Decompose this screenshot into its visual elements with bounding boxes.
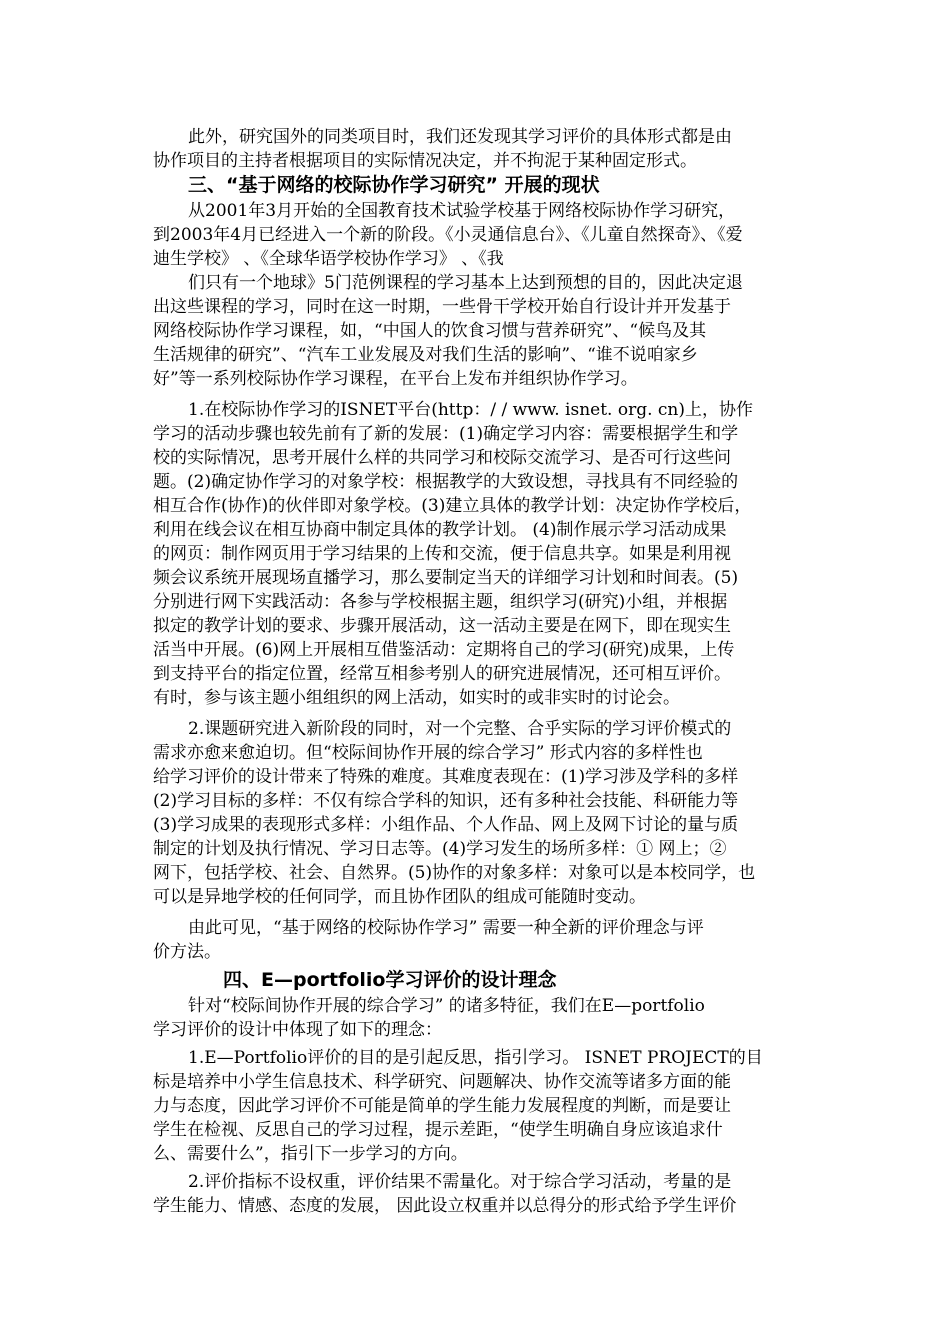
text-line: 协作项目的主持者根据项目的实际情况决定，并不拘泥于某种固定形式。 bbox=[153, 151, 697, 171]
section-heading-4: 四、E—portfolio学习评价的设计理念 bbox=[223, 969, 557, 991]
text-line: 拟定的教学计划的要求、步骤开展活动，这一活动主要是在网下，即在现实生 bbox=[153, 616, 731, 636]
text-line: 利用在线会议在相互协商中制定具体的教学计划。 (4)制作展示学习活动成果 bbox=[153, 520, 727, 540]
text-line: 1.E—Portfolio评价的目的是引起反思，指引学习。 ISNET PROJECT的目 bbox=[188, 1048, 763, 1068]
text-line: 们只有一个地球》5门范例课程的学习基本上达到预想的目的，因此决定退 bbox=[188, 273, 743, 293]
text-line: (2)学习目标的多样：不仅有综合学科的知识，还有多种社会技能、科研能力等 bbox=[153, 791, 739, 811]
text-line: 到2003年4月已经进入一个新的阶段。《小灵通信息台》、《儿童自然探奇》、《爱 bbox=[153, 225, 743, 245]
text-line: 制定的计划及执行情况、学习日志等。(4)学习发生的场所多样：① 网上；② bbox=[153, 839, 727, 859]
text-line: 由此可见，“基于网络的校际协作学习” 需要一种全新的评价理念与评 bbox=[188, 918, 704, 938]
text-line: 出这些课程的学习，同时在这一时期，一些骨干学校开始自行设计并开发基于 bbox=[153, 297, 731, 317]
text-line: 可以是异地学校的任何同学，而且协作团队的组成可能随时变动。 bbox=[153, 887, 646, 907]
text-line: 1.在校际协作学习的ISNET平台(http：/ / www. isnet. org. cn)上，协作 bbox=[188, 400, 754, 420]
text-line: 学生能力、情感、态度的发展， 因此设立权重并以总得分的形式给予学生评价 bbox=[153, 1196, 737, 1216]
text-line: 标是培养中小学生信息技术、科学研究、问题解决、协作交流等诸多方面的能 bbox=[153, 1072, 731, 1092]
text-line: 到支持平台的指定位置，经常互相参考别人的研究进展情况，还可相互评价。 bbox=[153, 664, 731, 684]
text-line: 活当中开展。(6)网上开展相互借鉴活动：定期将自己的学习(研究)成果，上传 bbox=[153, 640, 735, 660]
text-line: 题。(2)确定协作学习的对象学校：根据教学的大致设想，寻找具有不同经验的 bbox=[153, 472, 739, 492]
text-line: 针对“校际间协作开展的综合学习” 的诸多特征，我们在E—portfolio bbox=[188, 996, 705, 1016]
text-line: 有时，参与该主题小组组织的网上活动，如实时的或非实时的讨论会。 bbox=[153, 688, 680, 708]
text-line: 迪生学校》 、《全球华语学校协作学习》 、《我 bbox=[153, 249, 504, 269]
text-line: 校的实际情况，思考开展什么样的共同学习和校际交流学习、是否可行这些问 bbox=[153, 448, 731, 468]
text-line: 网下，包括学校、社会、自然界。(5)协作的对象多样：对象可以是本校同学，也 bbox=[153, 863, 756, 883]
text-line: 2.课题研究进入新阶段的同时，对一个完整、合乎实际的学习评价模式的 bbox=[188, 719, 732, 739]
text-line: 频会议系统开展现场直播学习，那么要制定当天的详细学习计划和时间表。(5) bbox=[153, 568, 739, 588]
text-line: 么、需要什么”，指引下一步学习的方向。 bbox=[153, 1144, 468, 1164]
section-heading-3: 三、“基于网络的校际协作学习研究” 开展的现状 bbox=[188, 174, 600, 196]
text-line: 给学习评价的设计带来了特殊的难度。其难度表现在：(1)学习涉及学科的多样 bbox=[153, 767, 739, 787]
text-line: 学生在检视、反思自己的学习过程，提示差距，“使学生明确自身应该追求什 bbox=[153, 1120, 723, 1140]
text-line: 分别进行网下实践活动：各参与学校根据主题，组织学习(研究)小组，并根据 bbox=[153, 592, 728, 612]
text-line: 2.评价指标不设权重，评价结果不需量化。对于综合学习活动，考量的是 bbox=[188, 1172, 732, 1192]
text-line: 的网页：制作网页用于学习结果的上传和交流，便于信息共享。如果是利用视 bbox=[153, 544, 731, 564]
text-line: 此外，研究国外的同类项目时，我们还发现其学习评价的具体形式都是由 bbox=[188, 127, 732, 147]
text-line: (3)学习成果的表现形式多样：小组作品、个人作品、网上及网下讨论的量与质 bbox=[153, 815, 739, 835]
text-line: 网络校际协作学习课程，如，“中国人的饮食习惯与营养研究”、“候鸟及其 bbox=[153, 321, 707, 341]
text-line: 相互合作(协作)的伙伴即对象学校。(3)建立具体的教学计划：决定协作学校后， bbox=[153, 496, 752, 516]
text-line: 价方法。 bbox=[153, 942, 221, 962]
text-line: 力与态度，因此学习评价不可能是简单的学生能力发展程度的判断，而是要让 bbox=[153, 1096, 731, 1116]
text-line: 学习评价的设计中体现了如下的理念： bbox=[153, 1020, 442, 1040]
text-line: 需求亦愈来愈迫切。但“校际间协作开展的综合学习” 形式内容的多样性也 bbox=[153, 743, 703, 763]
text-line: 好”等一系列校际协作学习课程，在平台上发布并组织协作学习。 bbox=[153, 369, 638, 389]
text-line: 学习的活动步骤也较先前有了新的发展：(1)确定学习内容：需要根据学生和学 bbox=[153, 424, 739, 444]
text-line: 从2001年3月开始的全国教育技术试验学校基于网络校际协作学习研究， bbox=[188, 201, 736, 221]
text-line: 生活规律的研究”、“汽车工业发展及对我们生活的影响”、“谁不说咱家乡 bbox=[153, 345, 698, 365]
